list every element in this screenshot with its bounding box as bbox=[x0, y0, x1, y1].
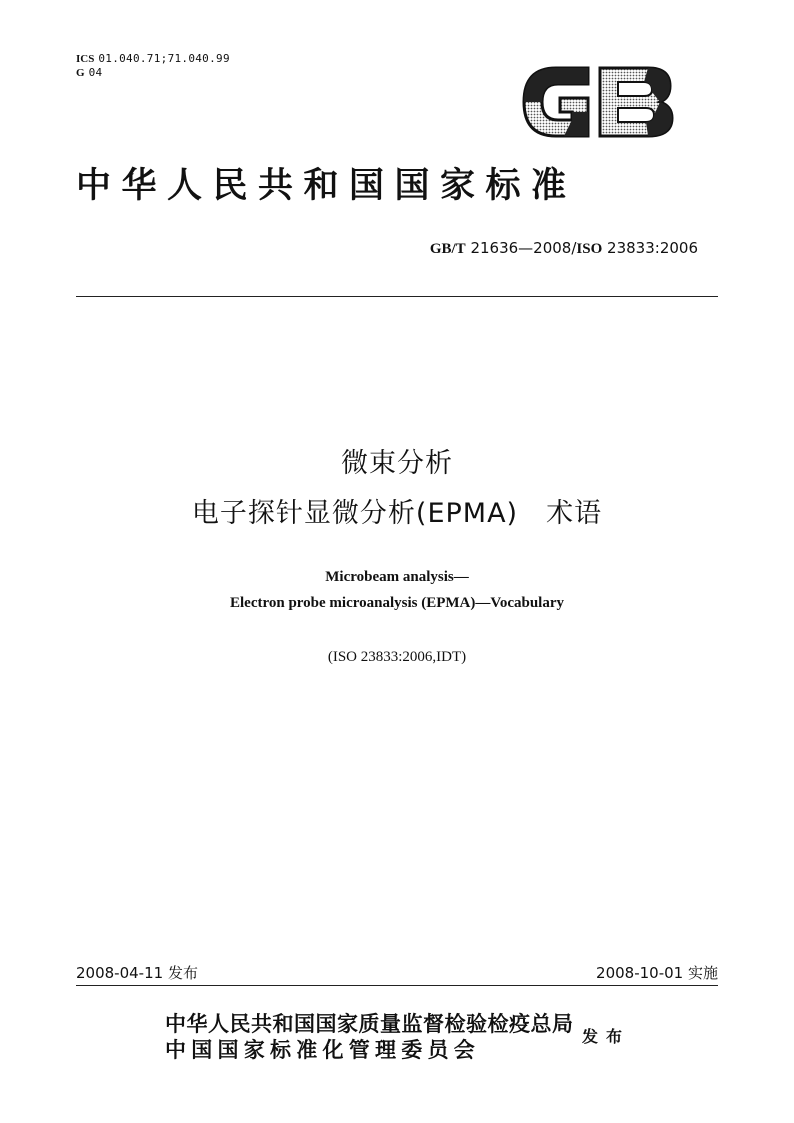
iso-equivalence: (ISO 23833:2006,IDT) bbox=[327, 649, 467, 665]
gb-logo-icon bbox=[518, 62, 676, 142]
bottom-divider bbox=[76, 985, 718, 986]
title-line-2: 电子探针显微分析(EPMA) 术语 bbox=[191, 498, 603, 529]
national-standard-title: 中华人民共和国国家标准 bbox=[76, 166, 577, 205]
issuer-line-2: 中 国 国 家 标 准 化 管 理 委 员 会 bbox=[165, 1038, 475, 1062]
ccs-value: 04 bbox=[88, 66, 103, 79]
iso-label: ISO bbox=[576, 241, 603, 257]
issuer-line-1: 中华人民共和国国家质量监督检验检疫总局 bbox=[165, 1012, 574, 1036]
implementation-date: 2008-10-01 实施 bbox=[596, 964, 718, 982]
title-line-1: 微束分析 bbox=[341, 448, 453, 479]
standard-number bbox=[430, 239, 698, 258]
ccs-label: G bbox=[76, 67, 85, 79]
ics-label: ICS bbox=[76, 53, 95, 65]
publish-label: 发布 bbox=[582, 1029, 631, 1046]
ics-line bbox=[76, 52, 230, 66]
english-title-line-1: Microbeam analysis— bbox=[325, 569, 469, 585]
ics-value: 01.040.71;71.040.99 bbox=[98, 52, 230, 65]
gbt-number: 21636—2008/ bbox=[470, 239, 577, 257]
english-title-line-2: Electron probe microanalysis (EPMA)—Vocabulary bbox=[229, 595, 565, 611]
top-divider bbox=[76, 296, 718, 297]
iso-number: 23833:2006 bbox=[607, 239, 698, 257]
ccs-line bbox=[76, 66, 230, 80]
classification-codes bbox=[76, 52, 230, 80]
issue-date: 2008-04-11 发布 bbox=[76, 964, 198, 982]
gbt-label: GB/T bbox=[429, 241, 466, 257]
